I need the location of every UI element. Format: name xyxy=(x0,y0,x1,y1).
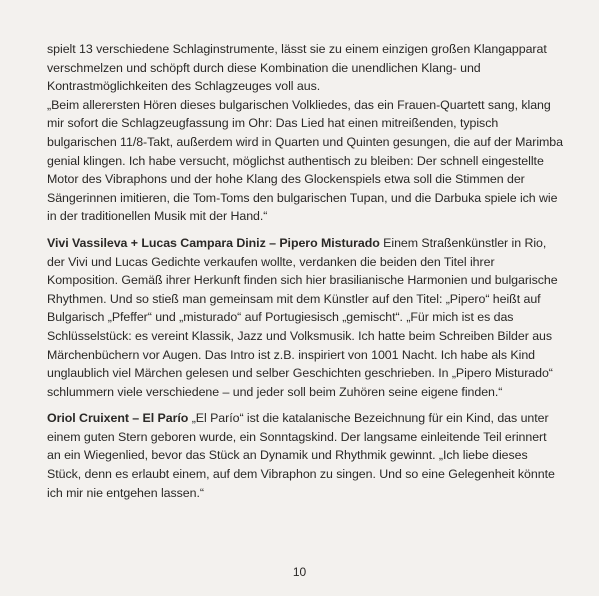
paragraph-gap xyxy=(47,226,563,234)
page-number: 10 xyxy=(292,565,307,579)
pipero-misturado-paragraph xyxy=(47,234,563,401)
paragraph-gap xyxy=(47,401,563,409)
pipero-misturado-heading: Vivi Vassileva + Lucas Campara Diniz – Pipero Misturado xyxy=(47,235,380,250)
quote-paragraph: „Beim allerersten Hören dieses bulgarischen Volkliedes, das ein Frauen-Quartett sang, klang mir sofort die Schlagzeugfassung im Ohr: Das Lied hat einen mitreißenden, typisch bulgarischen 11/8-Takt, außerdem wird in Quarten und Quinten gesungen, die auf der Marimba genial klingen. Ich habe versucht, möglichst authentisch zu bleiben: Der schnell eingestellte Motor des Vibraphons und der hohe Klang des Glockenspiels etwa soll die Stimmen der Sängerinnen imitieren, die Tom-Toms den bulgarischen Tupan, und die Darbuka spiele ich wie in der traditionellen Musik mit der Hand.“ xyxy=(47,97,563,224)
el-pario-paragraph xyxy=(47,409,563,502)
el-pario-heading: Oriol Cruixent – El Parío xyxy=(47,411,189,426)
booklet-page-text xyxy=(47,40,563,502)
pipero-misturado-text: Einem Straßenkünstler in Rio, der Vivi und Lucas Gedichte verkaufen wollte, verdanken die beiden den Titel ihrer Komposition. Gemäß ihrer Herkunft finden sich hier brasilianische Harmonien und bulgarische Rhythmen. Und so stieß man gemeinsam mit dem Künstler auf den Titel: „Pipero“ heißt auf Bulgarisch „Pfeffer“ und „misturado“ auf Portugiesisch „gemischt“. „Für mich ist es das Schlüsselstück: es vereint Klassik, Jazz und Volksmusik. Ich hatte beim Schreiben Bilder aus Märchenbüchern vor Augen. Das Intro ist z.B. inspiriert von 1001 Nacht. Ich habe als Kind unglaublich viel Märchen gelesen und selber Geschichten geschrieben. In „Pipero Misturado“ schlummern viele verschiedene – und jeder soll beim Zuhören seine eigene finden.“ xyxy=(47,235,558,399)
el-pario-text: „El Parío“ ist die katalanische Bezeichnung für ein Kind, das unter einem guten Stern geboren wurde, ein Sonntagskind. Der langsame einleitende Teil erinnert an ein Wiegenlied, bevor das Stück an Dynamik und Rhythmik gewinnt. „Ich liebe dieses Stück, denn es erlaubt einem, auf dem Vibraphon zu singen. Und so eine Gelegenheit könnte ich mir nie entgehen lassen.“ xyxy=(47,411,555,500)
intro-paragraph: spielt 13 verschiedene Schlaginstrumente, lässt sie zu einem einzigen großen Klangapparat verschmelzen und schöpft durch diese Kombination die unendlichen Klang- und Kontrastmöglichkeiten des Schlagzeuges voll aus. xyxy=(47,42,547,94)
